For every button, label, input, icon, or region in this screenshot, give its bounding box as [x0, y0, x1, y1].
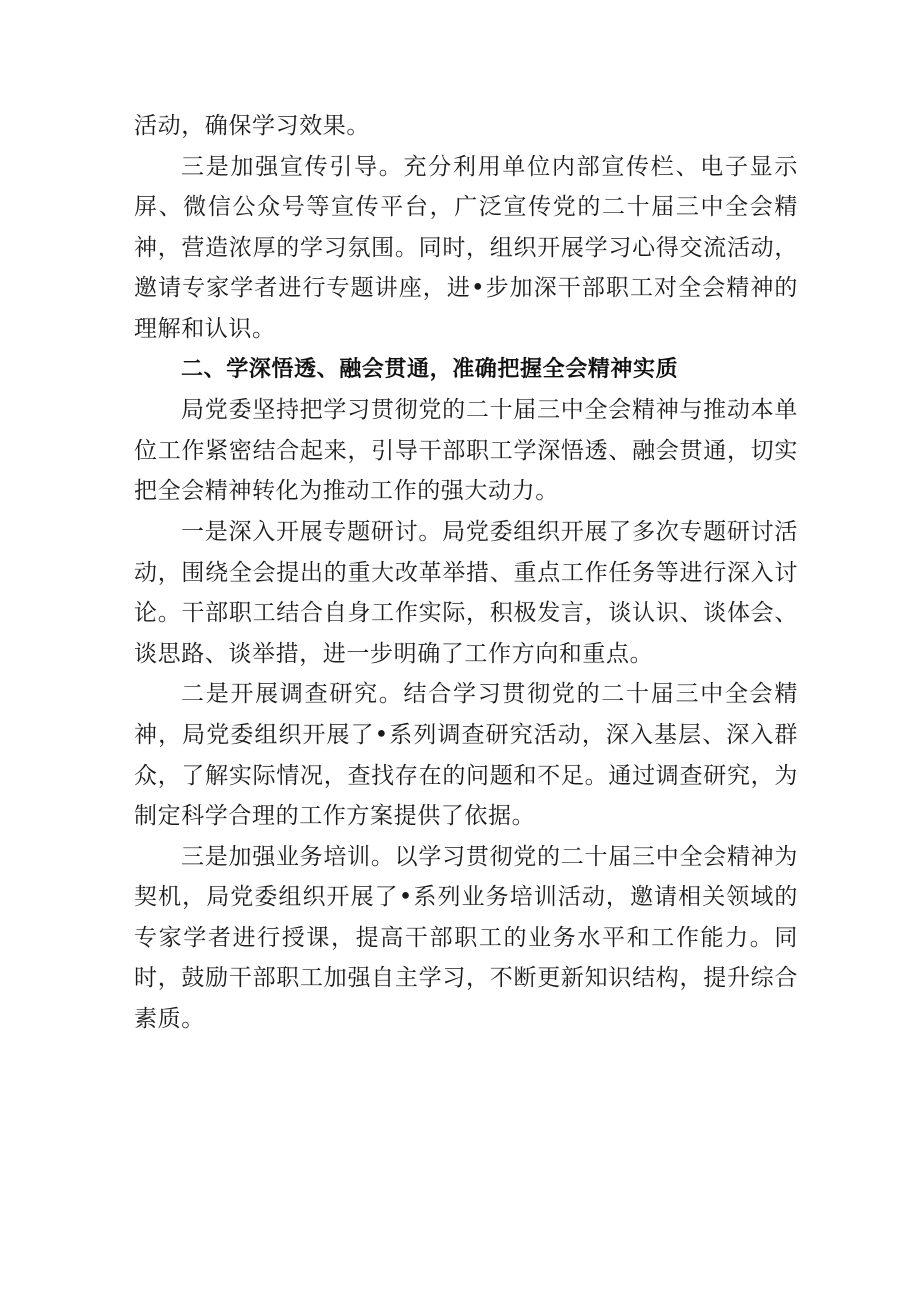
section-heading: 二、学深悟透、融会贯通，准确把握全会精神实质: [181, 356, 679, 382]
paragraph-training: 三是加强业务培训。以学习贯彻党的二十届三中全会精神为契机，局党委组织开展了•系列业务培训活动，邀请相关领域的专家学者进行授课，提高干部职工的业务水平和工作能力。同时，鼓励干部职工加强自主学习，不断更新知识结构，提升综合素质。: [134, 843, 798, 1033]
paragraph-intro: 局党委坚持把学习贯彻党的二十届三中全会精神与推动本单位工作紧密结合起来，引导干部职工学深悟透、融会贯通，切实把全会精神转化为推动工作的强大动力。: [134, 397, 798, 505]
paragraph-publicity: 三是加强宣传引导。充分利用单位内部宣传栏、电子显示屏、微信公众号等宣传平台，广泛宣传党的二十届三中全会精神，营造浓厚的学习氛围。同时，组织开展学习心得交流活动，邀请专家学者进行专题讲座，进•步加深干部职工对全会精神的理解和认识。: [134, 153, 798, 342]
document-body: [134, 106, 798, 1040]
continuation-paragraph: 活动，确保学习效果。: [134, 113, 370, 139]
paragraph-research: 二是开展调查研究。结合学习贯彻党的二十届三中全会精神，局党委组织开展了•系列调查研究活动，深入基层、深入群众，了解实际情况，查找存在的问题和不足。通过调查研究，为制定科学合理的工作方案提供了依据。: [134, 681, 798, 830]
paragraph-seminar: 一是深入开展专题研讨。局党委组织开展了多次专题研讨活动，围绕全会提出的重大改革举措、重点工作任务等进行深入讨论。干部职工结合自身工作实际，积极发言，谈认识、谈体会、谈思路、谈举措，进一步明确了工作方向和重点。: [134, 518, 798, 667]
